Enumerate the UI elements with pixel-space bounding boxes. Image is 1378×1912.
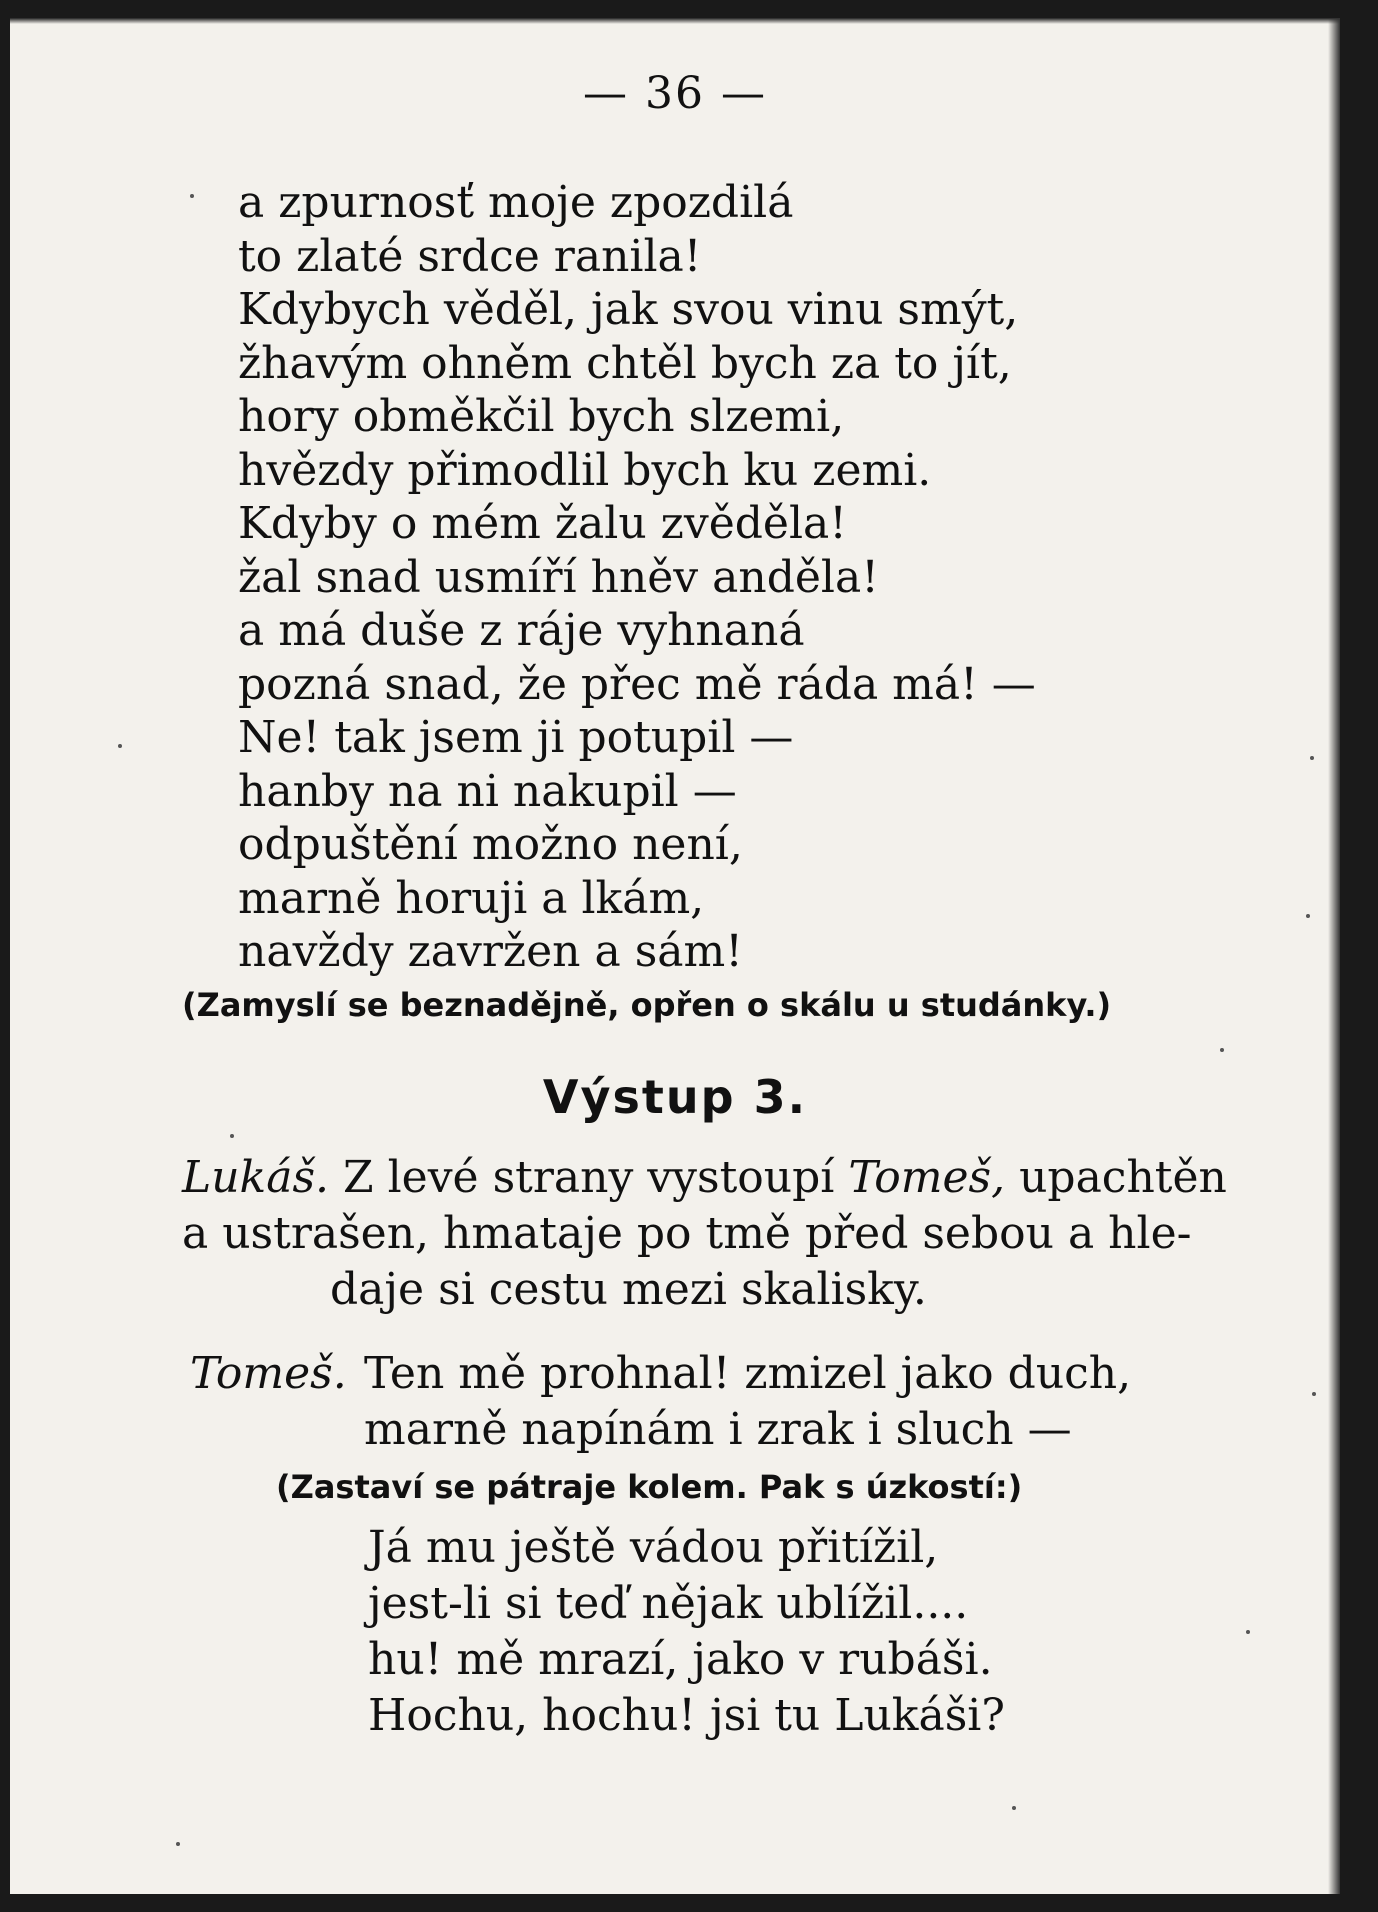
verse-line: odpuštění možno není,: [238, 819, 743, 870]
print-speck: [1312, 1392, 1316, 1396]
verse-line: Kdyby o mém žalu zvěděla!: [238, 498, 847, 549]
page-right-edge-shadow: [1328, 18, 1340, 1894]
page-top-edge-shadow: [10, 18, 1340, 24]
print-speck: [1220, 1048, 1224, 1052]
verse-line: navždy zavržen a sám!: [238, 926, 743, 977]
verse-line: žhavým ohněm chtěl bych za to jít,: [238, 337, 1012, 389]
verse-line: hanby na ni nakupil —: [238, 765, 737, 817]
book-page: [10, 18, 1340, 1894]
speech-lines-b: [368, 1520, 1005, 1744]
verse-line: hvězdy přimodlil bych ku zemi.: [238, 444, 932, 496]
stage-direction: (Zamyslí se beznadějně, opřen o skálu u studánky.): [182, 986, 1112, 1024]
speaker-name: Lukáš.: [182, 1152, 330, 1203]
print-speck: [1012, 1806, 1016, 1810]
print-speck: [118, 744, 122, 748]
speech-line: hu! mě mrazí, jako v rubáši.: [368, 1634, 993, 1685]
speaker-name: Tomeš.: [190, 1348, 347, 1399]
verse-line: pozná snad, že přec mě ráda má! —: [238, 658, 1036, 710]
stage-direction: (Zastaví se pátraje kolem. Pak s úzkostí:): [276, 1468, 1023, 1506]
speech-line: Já mu ještě vádou přitížil,: [368, 1522, 939, 1573]
speech-line: Ten mě prohnal! zmizel jako duch,: [364, 1348, 1132, 1399]
verse-line: Ne! tak jsem ji potupil —: [238, 712, 794, 763]
speech-block: [190, 1346, 347, 1402]
verse-line: žal snad usmíří hněv anděla!: [238, 551, 879, 603]
verse-line: a má duše z ráje vyhnaná: [238, 605, 805, 656]
print-speck: [230, 1134, 234, 1138]
scene-description-line: daje si cestu mezi skalisky.: [330, 1264, 927, 1315]
verse-line: Kdybych věděl, jak svou vinu smýt,: [238, 284, 1019, 335]
print-speck: [1310, 756, 1314, 760]
scene-description-line: [182, 1150, 1227, 1206]
text-span: Z levé strany vystoupí: [343, 1152, 849, 1203]
speech-line: Hochu, hochu! jsi tu Lukáši?: [368, 1690, 1005, 1741]
print-speck: [1246, 1630, 1250, 1634]
speech-line: marně napínám i zrak i sluch —: [364, 1404, 1072, 1455]
scene-description: [182, 1150, 1227, 1318]
text-span: upachtěn: [1005, 1152, 1227, 1203]
speech-lines-a: [364, 1346, 1131, 1458]
verse-block: [238, 176, 1036, 979]
character-name: Tomeš,: [848, 1152, 1006, 1203]
verse-line: hory obměkčil bych slzemi,: [238, 391, 845, 442]
scene-description-line: a ustrašen, hmataje po tmě před sebou a hle-: [182, 1208, 1192, 1259]
page-number: — 36 —: [583, 68, 767, 119]
scene-heading: Výstup 3.: [542, 1070, 808, 1124]
print-speck: [176, 1842, 180, 1846]
print-speck: [190, 194, 194, 198]
speech-line: jest-li si teď nějak ublížil....: [368, 1578, 969, 1629]
verse-line: marně horuji a lkám,: [238, 872, 705, 924]
speech-line: [190, 1346, 347, 1402]
verse-line: a zpurnosť moje zpozdilá: [238, 177, 794, 228]
print-speck: [1306, 914, 1310, 918]
verse-line: to zlaté srdce ranila!: [238, 230, 702, 282]
